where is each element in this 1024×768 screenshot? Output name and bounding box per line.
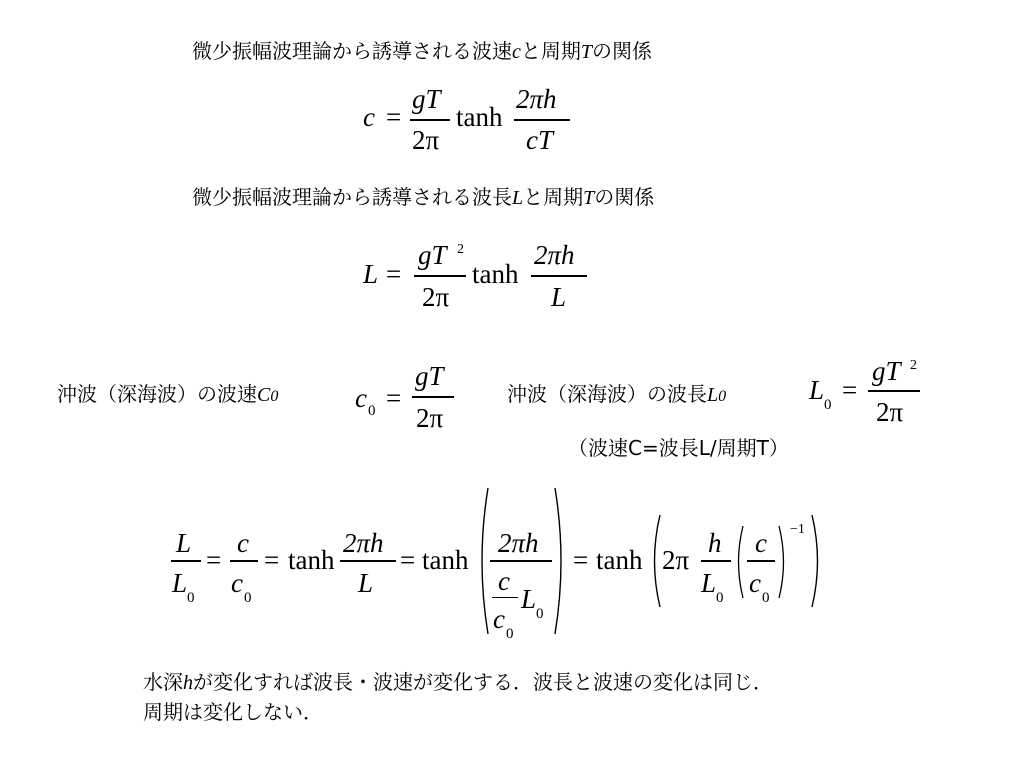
deep2-den: 2π	[876, 397, 904, 427]
deep1-var-sub: 0	[270, 388, 279, 405]
deep1-bar	[412, 396, 454, 398]
deep2-lhs-sub: 0	[824, 397, 832, 413]
heading-wave-speed	[192, 39, 652, 64]
eq3-t1-bar	[171, 560, 201, 562]
eq3-t5-hbar	[701, 560, 731, 562]
eq3-right-paren-medium	[808, 513, 826, 609]
eq3-t4-inner-den: c	[493, 604, 505, 634]
eq3-t2-num: c	[237, 528, 249, 558]
eq3-eq3: =	[400, 545, 416, 575]
eq3-t4-inner-den-sub: 0	[506, 626, 514, 642]
deep1-equals: =	[386, 383, 402, 413]
eq3-t5-exp: −1	[790, 522, 805, 537]
eq3-t2-bar	[230, 560, 258, 562]
eq3-t1-den: L	[172, 568, 188, 598]
eq1-den2: cT	[526, 125, 553, 155]
eq3-tanh3: tanh	[596, 545, 643, 575]
eq3-tanh2: tanh	[422, 545, 469, 575]
heading2-mid: と周期	[523, 185, 584, 209]
eq3-left-paren-large	[472, 486, 492, 636]
eq3-t4-bar	[490, 560, 552, 562]
eq2-bar2	[531, 275, 587, 277]
conclusion-post: が変化すれば波長・波速が変化する．波長と波速の変化は同じ．	[193, 670, 773, 694]
eq2-equals: =	[386, 259, 402, 289]
deep2-var-sub: 0	[718, 388, 727, 405]
heading1-var-t: T	[580, 41, 593, 63]
eq3-t4-inner-num: c	[498, 566, 510, 596]
eq2-den1: 2π	[422, 282, 450, 312]
eq2-num1: gT	[418, 240, 447, 270]
eq3-t4-l-sub: 0	[536, 606, 544, 622]
heading2-var-l: L	[512, 187, 524, 209]
deep1-num: gT	[415, 361, 444, 391]
deep1-lhs: c	[355, 383, 367, 413]
eq2-sup: 2	[457, 242, 464, 257]
conclusion-var-h: h	[183, 672, 193, 694]
eq3-t3-den: L	[358, 568, 374, 598]
eq3-t5-hden: L	[701, 568, 717, 598]
eq3-t5-cden-sub: 0	[762, 590, 770, 606]
deep2-num: gT	[872, 356, 901, 386]
eq3-eq1: =	[206, 545, 222, 575]
eq3-t5-cden: c	[749, 568, 761, 598]
eq2-bar1	[414, 275, 466, 277]
eq3-t4-l: L	[521, 584, 537, 614]
eq3-t4-inner-bar	[492, 597, 518, 598]
eq3-t2-den: c	[231, 568, 243, 598]
relation-note: （波速C=波長L/周期T）	[568, 436, 789, 460]
eq3-right-paren-large	[551, 486, 571, 636]
deep2-bar	[868, 390, 920, 392]
eq3-t2-den-sub: 0	[244, 590, 252, 606]
deep-speed-label	[57, 382, 278, 409]
eq3-t1-num: L	[176, 528, 192, 558]
deep1-den: 2π	[416, 403, 444, 433]
eq3-left-paren-small	[732, 524, 746, 600]
deep-length-label	[507, 382, 726, 409]
eq1-den1: 2π	[412, 125, 440, 155]
eq3-eq4: =	[573, 545, 589, 575]
heading2-var-t: T	[583, 187, 595, 209]
deep1-var: C	[257, 384, 271, 406]
deep2-equals: =	[842, 375, 858, 405]
eq3-eq2: =	[264, 545, 280, 575]
eq3-t5-h: h	[708, 528, 722, 558]
eq1-num2: 2πh	[516, 84, 557, 114]
eq1-bar1	[410, 119, 450, 121]
eq3-tanh1: tanh	[288, 545, 335, 575]
eq3-t5-cbar	[747, 560, 775, 562]
heading2-end: の関係	[594, 185, 655, 209]
conclusion-pre: 水深	[143, 670, 183, 694]
deep1-lhs-sub: 0	[368, 403, 376, 419]
eq3-t4-num: 2πh	[498, 528, 539, 558]
heading1-mid: と周期	[520, 39, 581, 63]
eq1-tanh: tanh	[456, 102, 503, 132]
eq2-den2: L	[551, 282, 567, 312]
heading1-end: の関係	[592, 39, 653, 63]
heading1-text: 微少振幅波理論から誘導される波速	[192, 39, 512, 63]
heading1-var-c: c	[512, 41, 521, 63]
eq3-t3-num: 2πh	[343, 528, 384, 558]
eq3-t5-hden-sub: 0	[716, 590, 724, 606]
heading2-text: 微少振幅波理論から誘導される波長	[192, 185, 512, 209]
eq1-num1: gT	[412, 84, 441, 114]
conclusion-line1	[143, 670, 773, 695]
eq2-num2: 2πh	[534, 240, 575, 270]
eq3-t1-den-sub: 0	[187, 590, 195, 606]
eq3-t5-c: c	[755, 528, 767, 558]
eq2-tanh: tanh	[472, 259, 519, 289]
eq1-bar2	[514, 119, 570, 121]
eq1-equals: =	[386, 102, 402, 132]
deep2-var: L	[707, 384, 719, 406]
deep2-label-text: 沖波（深海波）の波長	[507, 382, 707, 406]
deep2-lhs: L	[809, 375, 825, 405]
eq3-right-paren-small	[776, 524, 790, 600]
eq2-lhs: L	[363, 259, 379, 289]
heading-wave-length	[192, 185, 654, 210]
eq3-t5-coef: 2π	[662, 545, 690, 575]
eq1-lhs: c	[363, 102, 375, 132]
eq3-t3-bar	[340, 560, 396, 562]
deep2-sup: 2	[910, 358, 917, 373]
deep1-label-text: 沖波（深海波）の波速	[57, 382, 257, 406]
conclusion-line2: 周期は変化しない．	[143, 700, 323, 724]
